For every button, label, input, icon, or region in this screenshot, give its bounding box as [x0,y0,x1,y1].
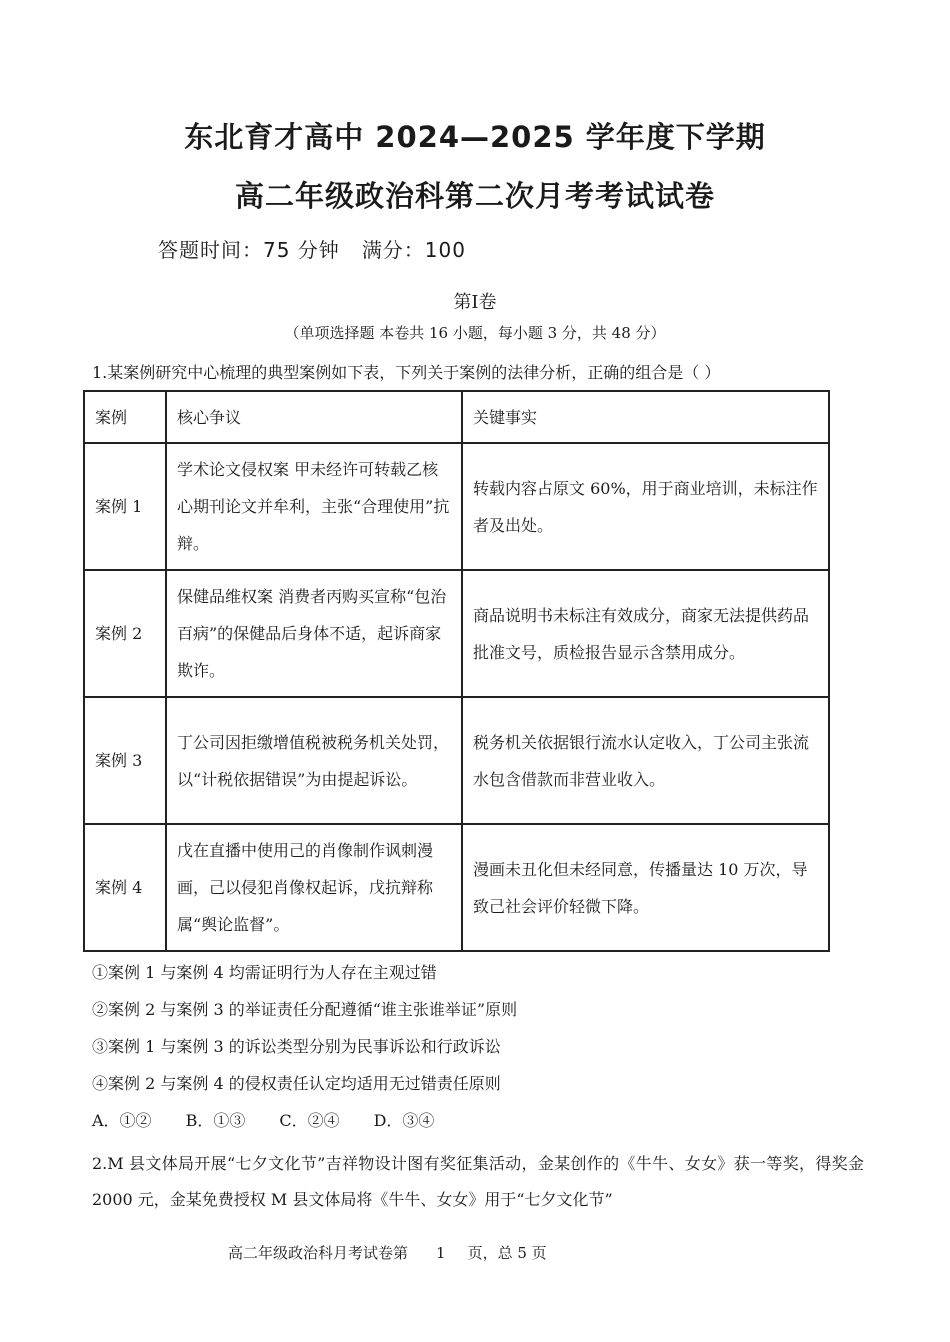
table-cell: 案例 2 [84,570,166,697]
answer-choices [92,1108,468,1131]
table-cell: 学术论文侵权案 甲未经许可转载乙核心期刊论文并牟利，主张“合理使用”抗辩。 [166,443,462,570]
exam-title-line1: 东北育才高中 2024—2025 学年度下学期 [184,120,766,154]
option-statement: ②案例 2 与案例 3 的举证责任分配遵循“谁主张谁举证”原则 [92,1000,518,1019]
exam-meta [158,234,466,263]
table-header-cell: 案例 [84,391,166,443]
table-cell: 案例 1 [84,443,166,570]
table-row [84,697,829,824]
page-footer [228,1242,547,1263]
table-cell: 商品说明书未标注有效成分，商家无法提供药品批准文号，质检报告显示含禁用成分。 [462,570,829,697]
footer-page-number: 1 [436,1244,446,1262]
exam-title-line2: 高二年级政治科第二次月考考试试卷 [234,179,715,213]
question-1-stem: 1.某案例研究中心梳理的典型案例如下表，下列关于案例的法律分析，正确的组合是（ ） [92,363,721,382]
option-statement: ③案例 1 与案例 3 的诉讼类型分别为民事诉讼和行政诉讼 [92,1037,501,1056]
table-row [84,443,829,570]
footer-total: 页，总 5 页 [467,1244,547,1262]
table-cell: 漫画未丑化但未经同意，传播量达 10 万次，导致己社会评价轻微下降。 [462,824,829,951]
section-instruction: （单项选择题 本卷共 16 小题，每小题 3 分，共 48 分） [284,324,666,342]
table-row [84,570,829,697]
score-label: 满分：100 [361,238,466,262]
table-cell: 戊在直播中使用己的肖像制作讽刺漫画，己以侵犯肖像权起诉，戊抗辩称属“舆论监督”。 [166,824,462,951]
answer-choice-a: A．①② [92,1111,152,1130]
answer-choice-c: C．②④ [279,1111,340,1130]
table-cell: 保健品维权案 消费者丙购买宣称“包治百病”的保健品后身体不适，起诉商家欺诈。 [166,570,462,697]
answer-choice-b: B．①③ [185,1111,246,1130]
table-header-cell: 核心争议 [166,391,462,443]
footer-label: 高二年级政治科月考试卷第 [228,1244,409,1262]
question-2-text: 2.M 县文体局开展“七夕文化节”吉祥物设计图有奖征集活动，金某创作的《牛牛、女女》获一等奖，得奖金 2000 元，金某免费授权 M 县文体局将《牛牛、女女》用于“七夕文化节” [92,1154,864,1209]
option-statement: ①案例 1 与案例 4 均需证明行为人存在主观过错 [92,963,437,982]
case-table [83,390,830,952]
time-label: 答题时间：75 分钟 [158,238,340,262]
table-header-row [84,391,829,443]
table-row [84,824,829,951]
option-statement: ④案例 2 与案例 4 的侵权责任认定均适用无过错责任原则 [92,1074,501,1093]
volume-heading: 第Ⅰ卷 [453,292,497,313]
table-cell: 丁公司因拒缴增值税被税务机关处罚，以“计税依据错误”为由提起诉讼。 [166,697,462,824]
answer-choice-d: D．③④ [373,1111,435,1130]
table-cell: 税务机关依据银行流水认定收入，丁公司主张流水包含借款而非营业收入。 [462,697,829,824]
table-header-cell: 关键事实 [462,391,829,443]
table-cell: 转载内容占原文 60%，用于商业培训，未标注作者及出处。 [462,443,829,570]
table-cell: 案例 4 [84,824,166,951]
table-cell: 案例 3 [84,697,166,824]
